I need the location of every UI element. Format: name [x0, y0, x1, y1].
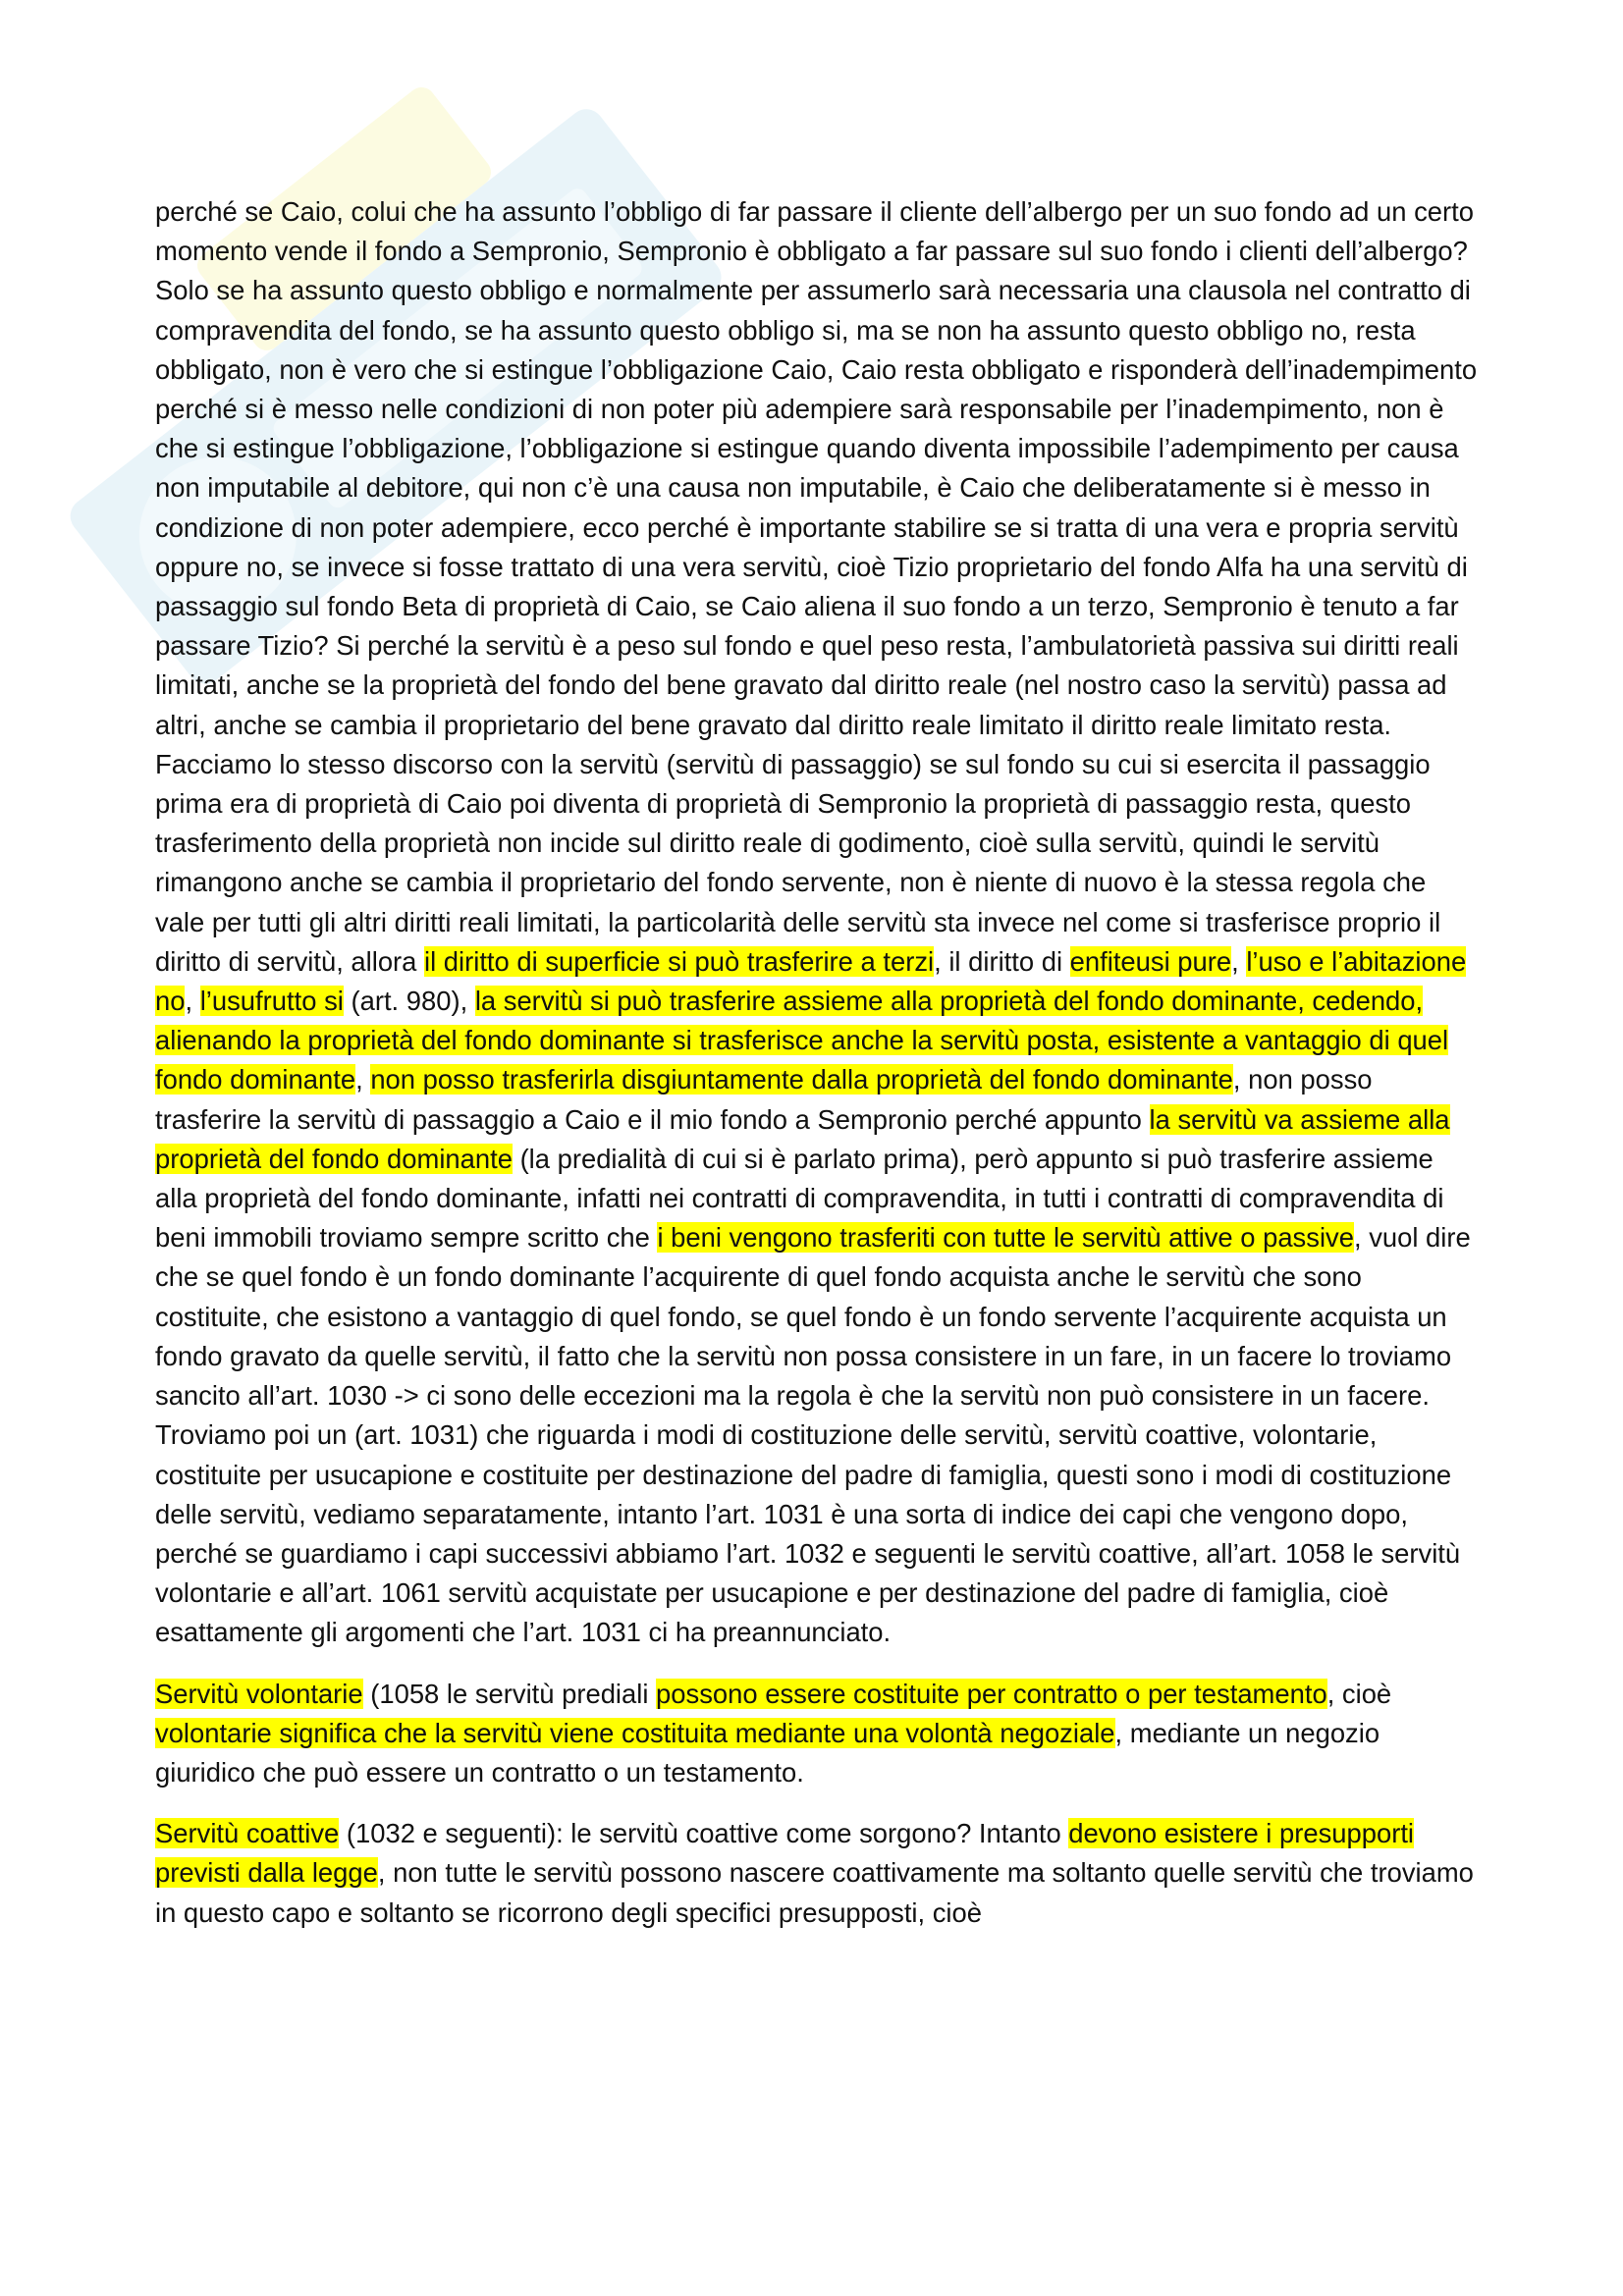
highlighted-text: l’usufrutto si: [199, 986, 344, 1017]
text-segment: (la predialità di cui si è parlato prima), però appunto si può trasferire assieme alla proprietà del fondo dominante, infatti nei contratti di compravendita, in tutti i contratti di compravendita di beni immobili troviamo sempre scritto che: [155, 1143, 1444, 1254]
highlighted-text: non posso trasferirla disgiuntamente dalla proprietà del fondo dominante: [370, 1064, 1233, 1095]
text-segment: , mediante un negozio giuridico che può essere un contratto o un testamento.: [155, 1717, 1380, 1788]
paragraph: [155, 1675, 1481, 1793]
highlighted-text: enfiteusi pure: [1069, 945, 1232, 977]
highlighted-text: i beni vengono trasferiti con tutte le servitù attive o passive: [657, 1222, 1354, 1254]
text-segment: , non posso trasferire la servitù di passaggio a Caio e il mio fondo a Sempronio perché appunto: [155, 1064, 1373, 1135]
paragraph: [155, 1814, 1481, 1933]
highlighted-text: l’uso e l’abitazione no: [155, 945, 1467, 1017]
text-segment: ,: [1231, 945, 1247, 977]
document-body: [155, 192, 1481, 1954]
highlighted-text: possono essere costituite per contratto o per testamento: [656, 1678, 1327, 1709]
text-segment: perché se Caio, colui che ha assunto l’obbligo di far passare il cliente dell’albergo per un suo fondo ad un certo momento vende il fondo a Sempronio, Sempronio è obbligato a far passare sul suo fondo i clienti dell’albergo? Solo se ha assunto questo obbligo e normalmente per assumerlo sarà necessaria una clausola nel contratto di compravendita del fondo, se ha assunto questo obbligo si, ma se non ha assunto questo obbligo no, resta obbligato, non è vero che si estingue l’obbligazione Caio, Caio resta obbligato e risponderà dell’inadempimento perché si è messo nelle condizioni di non poter più adempiere sarà responsabile per l’inadempimento, non è che si estingue l’obbligazione, l’obbligazione si estingue quando diventa impossibile l’adempimento per causa non imputabile al debitore, qui non c’è una causa non imputabile, è Caio che deliberatamente si è messo in condizione di non poter adempiere, ecco perché è importante stabilire se si tratta di una vera e propria servitù oppure no, se invece si fosse trattato di una vera servitù, cioè Tizio proprietario del fondo Alfa ha una servitù di passaggio sul fondo Beta di proprietà di Caio, se Caio aliena il suo fondo a un terzo, Sempronio è tenuto a far passare Tizio? Si perché la servitù è a peso sul fondo e quel peso resta, l’ambulatorietà passiva sui diritti reali limitati, anche se la proprietà del fondo del bene gravato dal diritto reale (nel nostro caso la servitù) passa ad altri, anche se cambia il proprietario del bene gravato dal diritto reale limitato il diritto reale limitato resta. Facciamo lo stesso discorso con la servitù (servitù di passaggio) se sul fondo su cui si esercita il passaggio prima era di proprietà di Caio poi diventa di proprietà di Sempronio la proprietà di passaggio resta, questo trasferimento della proprietà non incide sul diritto reale di godimento, cioè sulla servitù, quindi le servitù rimangono anche se cambia il proprietario del fondo servente, non è niente di nuovo è la stessa regola che vale per tutti gli altri diritti reali limitati, la particolarità delle servitù sta invece nel come si trasferisce proprio il diritto di servitù, allora: [155, 196, 1478, 977]
text-segment: ,: [185, 986, 200, 1017]
text-segment: (1032 e seguenti): le servitù coattive come sorgono? Intanto: [339, 1818, 1069, 1849]
highlighted-text: il diritto di superficie si può trasferire a terzi: [424, 945, 935, 977]
text-segment: , vuol dire che se quel fondo è un fondo dominante l’acquirente di quel fondo acquista anche le servitù che sono costituite, che esistono a vantaggio di quel fondo, se quel fondo è un fondo servente l’acquirente acquista un fondo gravato da quelle servitù, il fatto che la servitù non possa consistere in un fare, in un facere lo troviamo sancito all’art. 1030 -> ci sono delle eccezioni ma la regola è che la servitù non può consistere in un facere. Troviamo poi un (art. 1031) che riguarda i modi di costituzione delle servitù, servitù coattive, volontarie, costituite per usucapione e costituite per destinazione del padre di famiglia, questi sono i modi di costituzione delle servitù, vediamo separatamente, intanto l’art. 1031 è una sorta di indice dei capi che vengono dopo, perché se guardiamo i capi successivi abbiamo l’art. 1032 e seguenti le servitù coattive, all’art. 1058 le servitù volontarie e all’art. 1061 servitù acquistate per usucapione e per destinazione del padre di famiglia, cioè esattamente gli argomenti che l’art. 1031 ci ha preannunciato.: [155, 1222, 1471, 1648]
highlighted-text: la servitù si può trasferire assieme alla proprietà del fondo dominante, cedendo, alienando la proprietà del fondo dominante si trasferisce anche la servitù posta, esistente a vantaggio di quel fondo dominante: [155, 986, 1449, 1095]
highlighted-text: la servitù va assieme alla proprietà del fondo dominante: [155, 1103, 1450, 1174]
text-segment: (1058 le servitù prediali: [362, 1678, 657, 1709]
text-segment: (art. 980),: [343, 986, 475, 1017]
text-segment: ,: [355, 1064, 371, 1095]
highlighted-text: Servitù volontarie: [155, 1678, 363, 1709]
text-segment: , cioè: [1326, 1678, 1392, 1709]
highlighted-text: devono esistere i presupporti previsti dalla legge: [155, 1818, 1415, 1889]
highlighted-text: Servitù coattive: [155, 1818, 340, 1849]
highlighted-text: volontarie significa che la servitù viene costituita mediante una volontà negoziale: [155, 1717, 1115, 1748]
text-segment: , il diritto di: [934, 945, 1070, 977]
text-segment: , non tutte le servitù possono nascere coattivamente ma soltanto quelle servitù che troviamo in questo capo e soltanto se ricorrono degli specifici presupposti, cioè: [155, 1857, 1474, 1928]
paragraph: [155, 192, 1481, 1653]
